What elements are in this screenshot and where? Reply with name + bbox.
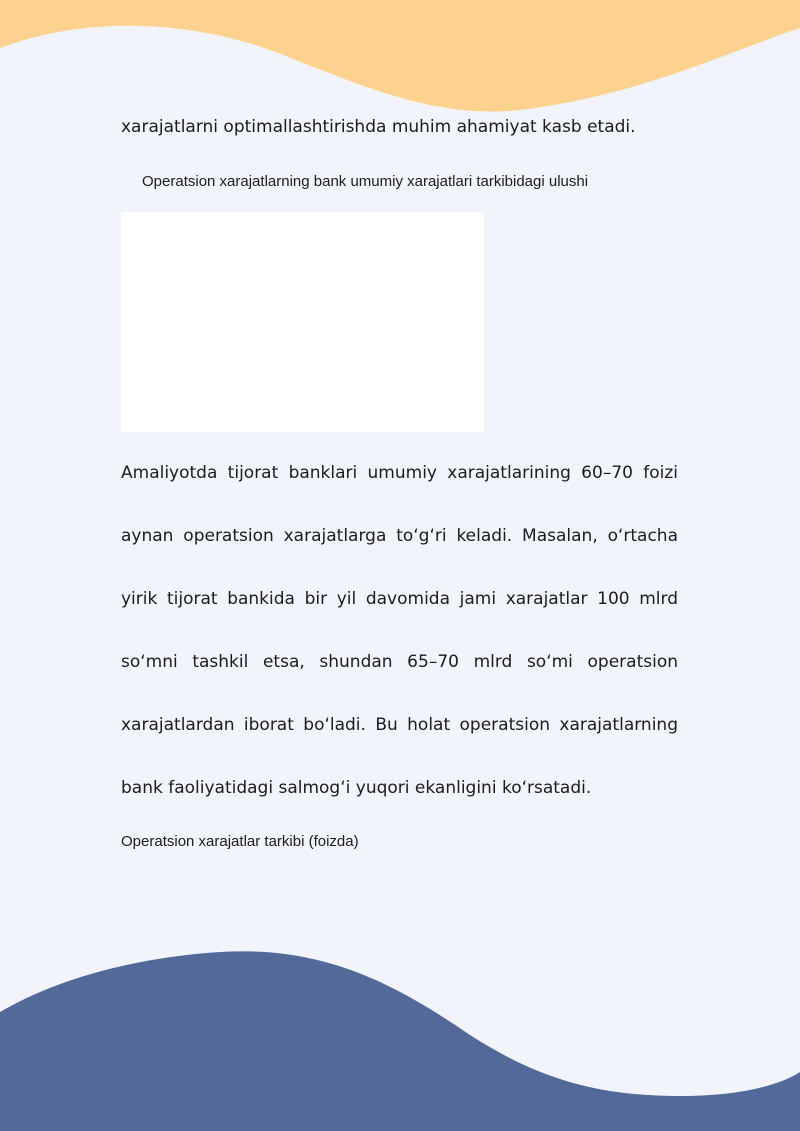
figure-1-image	[121, 212, 484, 432]
paragraph-line-2: aynan operatsion xarajatlarga to‘g‘ri keladi. Masalan, o‘rtacha	[121, 526, 678, 546]
paragraph-line-3: yirik tijorat bankida bir yil davomida jami xarajatlar 100 mlrd	[121, 589, 678, 609]
intro-line: xarajatlarni optimallashtirishda muhim ahamiyat kasb etadi.	[121, 117, 636, 137]
figure-2-caption: Operatsion xarajatlar tarkibi (foizda)	[121, 833, 359, 850]
paragraph-line-6: bank faoliyatidagi salmog‘i yuqori ekanligini ko‘rsatadi.	[121, 778, 592, 798]
paragraph-line-4: so‘mni tashkil etsa, shundan 65–70 mlrd so‘mi operatsion	[121, 652, 678, 672]
body-paragraph	[121, 462, 678, 799]
paragraph-line-5: xarajatlardan iborat bo‘ladi. Bu holat operatsion xarajatlarning	[121, 715, 678, 735]
figure-1-caption: Operatsion xarajatlarning bank umumiy xarajatlari tarkibidagi ulushi	[142, 173, 589, 190]
paragraph-line-1: Amaliyotda tijorat banklari umumiy xarajatlarining 60–70 foizi	[121, 463, 678, 483]
